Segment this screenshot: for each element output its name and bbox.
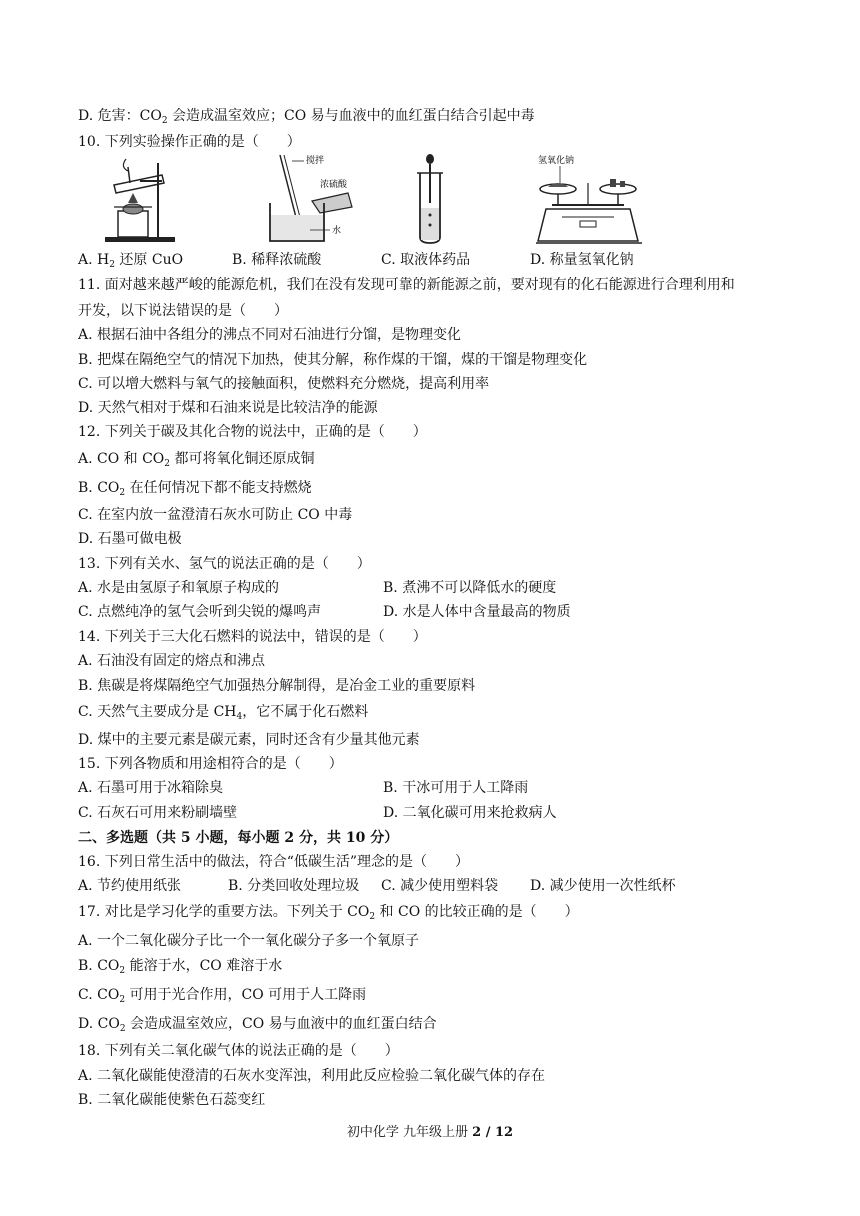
q15-option-c: C. 石灰石可用来粉刷墙壁: [78, 805, 238, 821]
q14-option-b: B. 焦碳是将煤隔绝空气加强热分解制得，是冶金工业的重要原料: [78, 678, 476, 694]
q15-option-a: A. 石墨可用于冰箱除臭: [78, 780, 224, 796]
q17-option-b: B. $CO_2$ 能溶于水，CO 难溶于水: [78, 958, 283, 976]
q15-option-d: D. 二氧化碳可用来抢救病人: [383, 805, 557, 821]
q16-option-a: A. 节约使用纸张: [78, 878, 182, 894]
q18-option-b: B. 二氧化碳能使紫色石蕊变红: [78, 1092, 266, 1108]
q10-fig-b-label-stir: 搅拌: [306, 156, 325, 166]
q10-fig-b-label-acid: 浓硫酸: [320, 180, 348, 190]
q16-option-b: B. 分类回收处理垃圾: [228, 878, 360, 894]
q11-option-a: A. 根据石油中各组分的沸点不同对石油进行分馏，是物理变化: [78, 327, 462, 343]
q10-option-d: D. 称量氢氧化钠: [530, 252, 634, 268]
q10-figure-b: [260, 153, 370, 245]
q15-option-b: B. 干冰可用于人工降雨: [383, 780, 529, 796]
q14-stem: 14. 下列关于三大化石燃料的说法中，错误的是（ ）: [78, 629, 427, 645]
page-footer: 初中化学 九年级上册 2 / 12: [346, 1125, 514, 1140]
q15-stem: 15. 下列各物质和用途相符合的是（ ）: [78, 756, 343, 772]
q13-option-d: D. 水是人体中含量最高的物质: [383, 604, 571, 620]
q10-figure-d: [532, 153, 650, 245]
q13-stem: 13. 下列有关水、氢气的说法正确的是（ ）: [78, 556, 371, 572]
q10-option-c: C. 取液体药品: [381, 252, 471, 268]
q17-option-a: A. 一个二氧化碳分子比一个一氧化碳分子多一个氧原子: [78, 933, 420, 949]
q10-fig-d-label: 氢氧化钠: [538, 156, 575, 166]
page-number: 2 / 12: [472, 1125, 514, 1140]
q18-stem: 18. 下列有关二氧化碳气体的说法正确的是（ ）: [78, 1043, 399, 1059]
q12-option-d: D. 石墨可做电极: [78, 531, 182, 547]
q10-figure-a: [100, 153, 190, 245]
q11-option-c: C. 可以增大燃料与氧气的接触面积，使燃料充分燃烧，提高利用率: [78, 376, 490, 392]
section2-heading: 二、多选题（共 5 小题，每小题 2 分，共 10 分）: [78, 830, 399, 846]
q17-option-d: D. $CO_2$ 会造成温室效应，CO 易与血液中的血红蛋白结合: [78, 1016, 437, 1034]
q12-option-b: B. $CO_2$ 在任何情况下都不能支持燃烧: [78, 480, 312, 498]
q11-stem-line1: 11. 面对越来越严峻的能源危机，我们在没有发现可靠的新能源之前，要对现有的化石能源进行合理利用和: [78, 277, 735, 293]
q13-option-b: B. 煮沸不可以降低水的硬度: [383, 580, 557, 596]
q10-option-a: A. $H_2$ 还原 CuO: [78, 252, 184, 270]
q10-option-b: B. 稀释浓硫酸: [232, 252, 322, 268]
q16-option-d: D. 减少使用一次性纸杯: [530, 878, 676, 894]
q13-option-c: C. 点燃纯净的氢气会听到尖锐的爆鸣声: [78, 604, 322, 620]
q10-stem: 10. 下列实验操作正确的是（ ）: [78, 134, 301, 150]
q12-stem: 12. 下列关于碳及其化合物的说法中，正确的是（ ）: [78, 424, 427, 440]
q14-option-a: A. 石油没有固定的熔点和沸点: [78, 653, 266, 669]
q17-stem: 17. 对比是学习化学的重要方法。下列关于 $CO_2$ 和 CO 的比较正确的是（ ）: [78, 904, 579, 922]
q10-figure-c: [410, 153, 460, 245]
q10-figures: [100, 153, 660, 249]
q14-option-c: C. 天然气主要成分是 $CH_4$，它不属于化石燃料: [78, 704, 369, 722]
q14-option-d: D. 煤中的主要元素是碳元素，同时还含有少量其他元素: [78, 732, 420, 748]
q12-option-a: A. CO 和 $CO_2$ 都可将氧化铜还原成铜: [78, 451, 315, 469]
q11-stem-line2: 开发，以下说法错误的是（ ）: [78, 303, 288, 319]
q16-option-c: C. 减少使用塑料袋: [381, 878, 499, 894]
q16-stem: 16. 下列日常生活中的做法，符合“低碳生活”理念的是（ ）: [78, 854, 470, 870]
q10-fig-b-label-water: 水: [332, 226, 342, 236]
q11-option-d: D. 天然气相对于煤和石油来说是比较洁净的能源: [78, 400, 378, 416]
q9-option-d: D. 危害：$CO_2$ 会造成温室效应；CO 易与血液中的血红蛋白结合引起中毒: [78, 108, 535, 126]
q11-option-b: B. 把煤在隔绝空气的情况下加热，使其分解，称作煤的干馏，煤的干馏是物理变化: [78, 352, 588, 368]
q17-option-c: C. $CO_2$ 可用于光合作用，CO 可用于人工降雨: [78, 987, 367, 1005]
q18-option-a: A. 二氧化碳能使澄清的石灰水变浑浊，利用此反应检验二氧化碳气体的存在: [78, 1068, 546, 1084]
q12-option-c: C. 在室内放一盆澄清石灰水可防止 CO 中毒: [78, 507, 353, 523]
q13-option-a: A. 水是由氢原子和氧原子构成的: [78, 580, 280, 596]
